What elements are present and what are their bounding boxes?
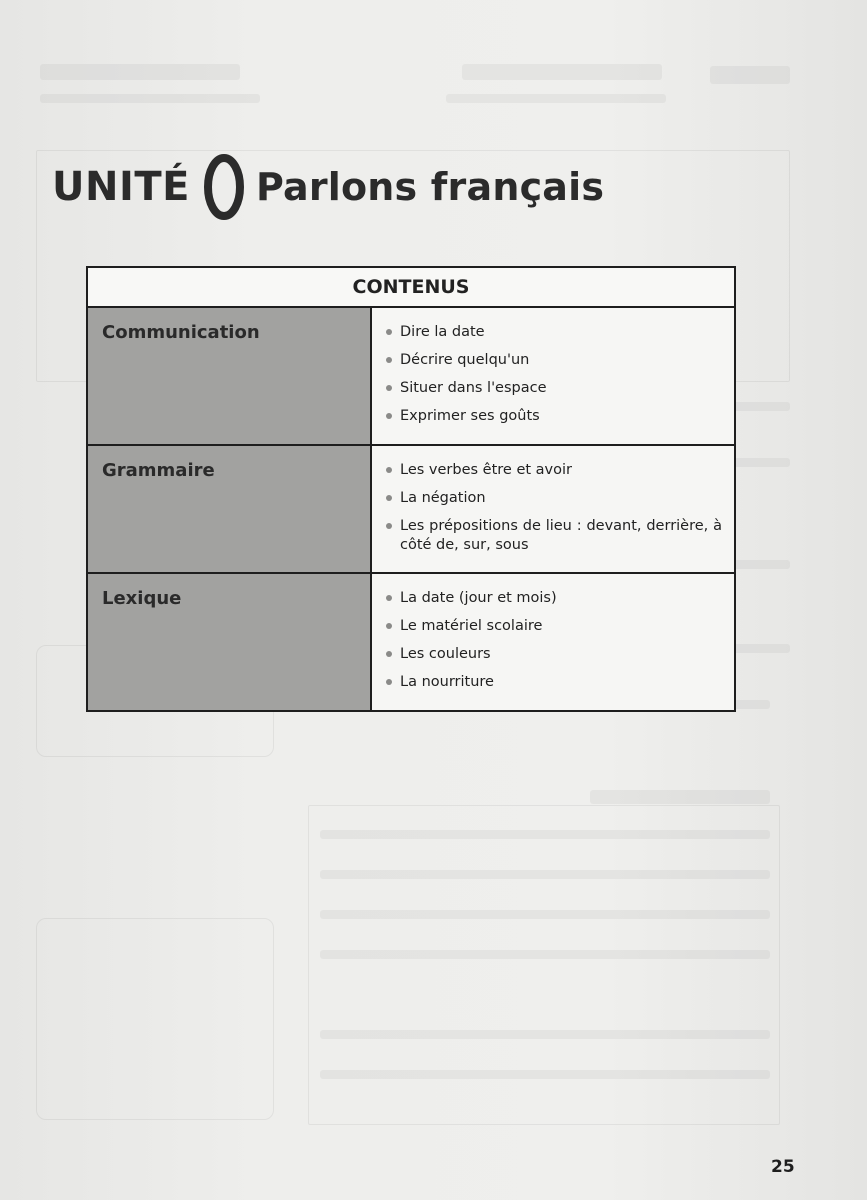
contents-table — [86, 266, 736, 712]
list-item: Les prépositions de lieu : devant, derrière, à côté de, sur, sous — [386, 517, 722, 555]
category-grammaire: Grammaire — [87, 445, 371, 573]
table-row — [87, 573, 735, 711]
bullet-list — [386, 589, 722, 692]
list-item: Le matériel scolaire — [386, 617, 722, 636]
list-item: La date (jour et mois) — [386, 589, 722, 608]
bullet-list — [386, 461, 722, 555]
category-lexique: Lexique — [87, 573, 371, 711]
page-number: 25 — [771, 1157, 795, 1177]
bleed-through-line — [320, 950, 770, 959]
table-row — [87, 445, 735, 573]
bleed-through-line — [710, 66, 790, 84]
communication-items — [371, 307, 735, 445]
bleed-through-line — [320, 910, 770, 919]
unit-number-icon — [202, 152, 246, 222]
bleed-through-line — [462, 64, 662, 80]
bleed-through-line — [40, 64, 240, 80]
unit-label: UNITÉ — [52, 164, 190, 210]
unit-title — [52, 152, 604, 222]
list-item: Les verbes être et avoir — [386, 461, 722, 480]
contents-header-row — [87, 267, 735, 307]
list-item: La négation — [386, 489, 722, 508]
table-row — [87, 307, 735, 445]
contents-header: CONTENUS — [87, 267, 735, 307]
unit-name: Parlons français — [255, 165, 605, 209]
list-item: Dire la date — [386, 323, 722, 342]
grammaire-items — [371, 445, 735, 573]
bleed-through-box — [36, 918, 274, 1120]
list-item: Les couleurs — [386, 645, 722, 664]
bleed-through-line — [320, 1070, 770, 1079]
bleed-through-line — [320, 870, 770, 879]
bleed-through-line — [320, 1030, 770, 1039]
bleed-through-line — [40, 94, 260, 103]
bleed-through-line — [446, 94, 666, 103]
list-item: Exprimer ses goûts — [386, 407, 722, 426]
bleed-through-line — [590, 790, 770, 804]
list-item: Situer dans l'espace — [386, 379, 722, 398]
lexique-items — [371, 573, 735, 711]
list-item: Décrire quelqu'un — [386, 351, 722, 370]
bullet-list — [386, 323, 722, 426]
list-item: La nourriture — [386, 673, 722, 692]
bleed-through-line — [320, 830, 770, 839]
category-communication: Communication — [87, 307, 371, 445]
unit-number-badge — [202, 152, 246, 222]
